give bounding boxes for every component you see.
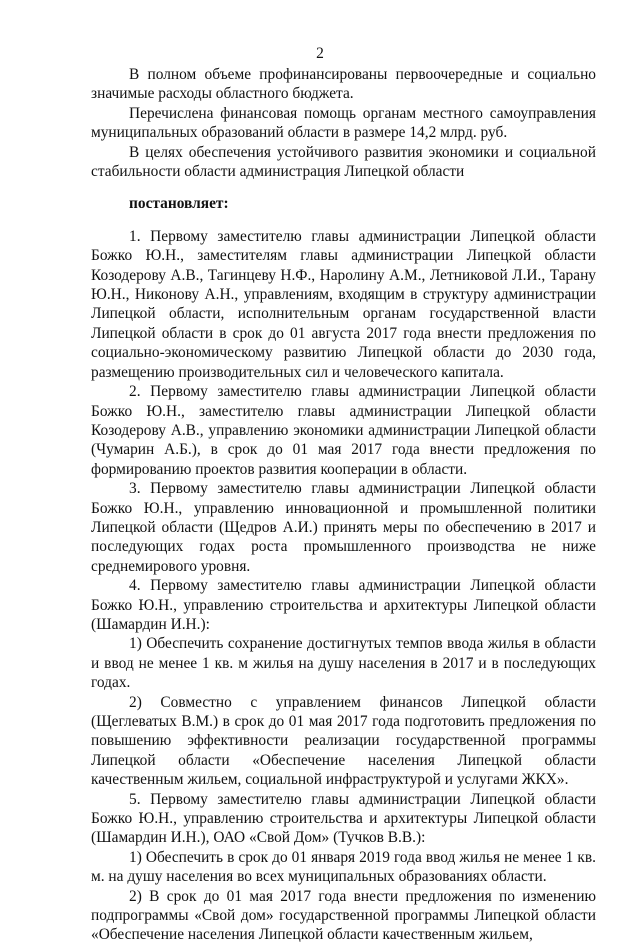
list-subitem: 1) Обеспечить в срок до 01 января 2019 года ввод жилья не менее 1 кв. м. на душу населения во всех муниципальных образованиях области. [91,848,596,886]
document-body [91,65,596,945]
list-subitem: 2) В срок до 01 мая 2017 года внести предложения по изменению подпрограммы «Свой дом» государственной программы Липецкой области «Обеспечение населения Липецкой области качественным жильем, [91,887,596,944]
list-item: 2. Первому заместителю главы администрации Липецкой области Божко Ю.Н., заместителю главы администрации Липецкой области Козодерову А.В., управлению экономики администрации Липецкой области (Чумарин А.Б.), в срок до 01 мая 2017 года внести предложения по формированию проектов развития кооперации в области. [91,383,596,478]
list-subitem: 2) Совместно с управлением финансов Липецкой области (Щеглеватых В.М.) в срок до 01 мая 2017 года подготовить предложения по повышению эффективности реализации государственной программы Липецкой области «Обеспечение населения Липецкой области качественным жильем, социальной инфраструктурой и услугами ЖКХ». [91,693,596,789]
page-number: 2 [316,45,324,62]
paragraph: Перечислена финансовая помощь органам местного самоуправления муниципальных образований области в размере 14,2 млрд. руб. [91,104,596,142]
list-item: 1. Первому заместителю главы администрации Липецкой области Божко Ю.Н., заместителям главы администрации Липецкой области Козодерову А.В., Тагинцеву Н.Ф., Наролину А.М., Летниковой Л.И., Тарану Ю.Н., Никонову А.Н., управлениям, входящим в структуру администрации Липецкой области, исполнительным органам государственной власти Липецкой области в срок до 01 августа 2017 года внести предложения по социально-экономическому развитию Липецкой области до 2030 года, размещению производительных сил и человеческого капитала. [91,227,596,381]
list-item: 3. Первому заместителю главы администрации Липецкой области Божко Ю.Н., управлению инновационной и промышленной политики Липецкой области (Щедров А.И.) принять меры по обеспечению в 2017 и последующих годах роста промышленного производства не ниже среднемирового уровня. [91,480,596,575]
list-subitem: 1) Обеспечить сохранение достигнутых темпов ввода жилья в области и ввод не менее 1 кв. м жилья на душу населения в 2017 и в последующих годах. [91,635,596,692]
list-item: 5. Первому заместителю главы администрации Липецкой области Божко Ю.Н., управлению строительства и архитектуры Липецкой области (Шамардин И.Н.), ОАО «Свой Дом» (Тучков В.В.): [91,790,596,847]
paragraph: В полном объеме профинансированы первоочередные и социально значимые расходы областного бюджета. [91,66,596,103]
paragraph: В целях обеспечения устойчивого развития экономики и социальной стабильности области администрация Липецкой области [91,143,596,181]
list-item: 4. Первому заместителю главы администрации Липецкой области Божко Ю.Н., управлению строительства и архитектуры Липецкой области (Шамардин И.Н.): [91,577,596,633]
resolve-heading: постановляет: [129,195,229,213]
